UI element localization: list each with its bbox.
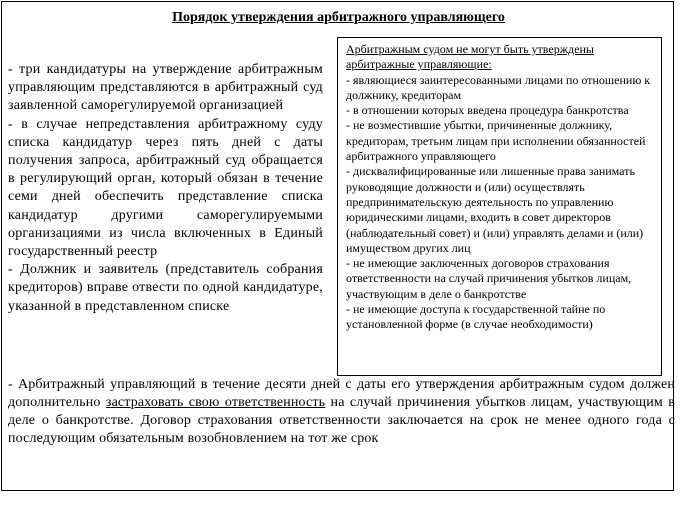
restriction-item: - не имеющие доступа к государственной тайне по установленной форме (в случае необходимости)	[346, 302, 606, 332]
restriction-item: - не имеющие заключенных договоров страхования ответственности на случай причинения убытков лицам, участвующим в деле о банкротстве	[346, 256, 632, 301]
procedure-list	[8, 61, 323, 316]
procedure-item: - три кандидатуры на утверждение арбитражным управляющим представляются в арбитражный суд заявленной саморегулируемой организацией	[8, 62, 323, 114]
restrictions-heading: Арбитражным судом не могут быть утверждены арбитражные управляющие:	[346, 42, 594, 72]
restriction-item: - дисквалифицированные или лишенные права занимать руководящие должности и (или) осуществлять предпринимательскую деятельность по управлению юридическими лицами, входить в совет директоров (наблюдательный совет) и (или) управлять делами и (или) имуществом других лиц	[346, 164, 644, 255]
insurance-paragraph	[8, 376, 675, 448]
procedure-item: - Должник и заявитель (представитель собрания кредиторов) вправе отвести по одной кандидатуре, указанной в представленном списке	[8, 262, 323, 314]
restrictions-box	[337, 37, 662, 376]
insurance-underlined-text: застраховать свою ответственность	[105, 395, 326, 410]
insurance-text-start: - Арбитражный управляющий в течение десяти дней с даты его утверждения арбитражным судом должен дополнительно	[8, 377, 675, 410]
restriction-item: - являющиеся заинтересованными лицами по отношению к должнику, кредиторам	[346, 72, 651, 102]
insurance-text-end: на случай причинения убытков лицам, участвующим в деле о банкротстве. Договор страхования ответственности заключается на срок не менее одного года с последующим обязательным возобновлением на тот же срок	[8, 395, 675, 446]
restriction-item: - в отношении которых введена процедура банкротства	[346, 103, 629, 118]
procedure-item: - в случае непредставления арбитражному суду списка кандидатур через пять дней с даты получения запроса, арбитражный суд обращается в регулирующий орган, который обязан в течение семи дней обеспечить представление списка кандидатур другими саморегулируемыми организациями из числа включенных в Единый государственный реестр	[8, 116, 323, 260]
restriction-item: - не возместившие убытки, причиненные должнику, кредиторам, третьим лицам при исполнении обязанностей арбитражного управляющего	[346, 118, 646, 164]
page-title: Порядок утверждения арбитражного управляющего	[172, 10, 505, 25]
